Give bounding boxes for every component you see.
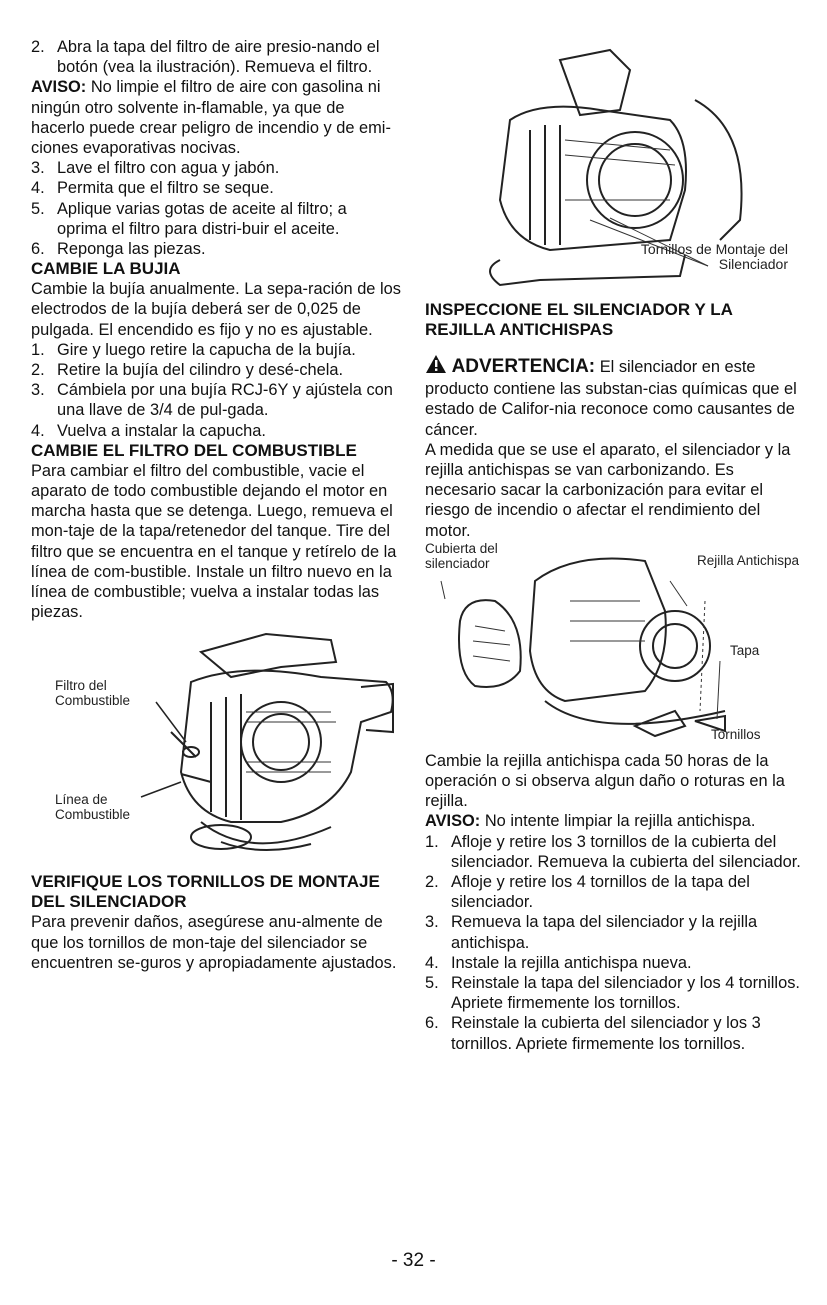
- spark-plug-heading: CAMBIE LA BUJIA: [31, 259, 181, 279]
- aviso-notice: AVISO: No limpie el filtro de aire con gasolina ni ningún otro solvente in-flamable, ya que de hacerlo puede crear peligro de incendio y de emi-ciones evaporativas nocivas.: [31, 78, 391, 158]
- spark-plug-step: 1. Gire y luego retire la capucha de la bujía.: [31, 340, 356, 359]
- screen-step: 4. Instale la rejilla antichispa nueva.: [425, 953, 692, 972]
- muffler-bolts-text: Para prevenir daños, asegúrese anu-almente de que los tornillos de mon-taje del silenciador se encuentren se-guros y apropiadamente ajustados.: [31, 913, 397, 972]
- spark-plug-step: 2. Retire la bujía del cilindro y desé-chela.: [31, 361, 344, 380]
- air-filter-step: 6. Reponga las piezas.: [31, 240, 206, 259]
- cap-label: Tapa: [730, 642, 760, 658]
- screen-step: 6. Reinstale la cubierta del silenciador y los 3 tornillos. Apriete firmemente los tornillos.: [425, 1014, 761, 1053]
- muffler-screen-illustration: [425, 541, 805, 751]
- fuel-filter-label: Filtro del Combustible: [55, 678, 131, 709]
- screen-step: 2. Afloje y retire los 4 tornillos de la tapa del silenciador.: [425, 873, 750, 912]
- fuel-filter-illustration: [31, 622, 401, 872]
- screws-label: Tornillos: [711, 726, 761, 742]
- muffler-mount-label: Tornillos de Montaje del Silenciador: [640, 241, 788, 272]
- air-filter-step: 2. Abra la tapa del filtro de aire presio-nando el botón (vea la ilustración). Remueva el filtro.: [31, 38, 380, 77]
- change-screen-text: Cambie la rejilla antichispa cada 50 horas de la operación o si observa algun daño o roturas en la rejilla.: [425, 751, 785, 811]
- air-filter-step: 4. Permita que el filtro se seque.: [31, 179, 274, 198]
- carbon-text: A medida que se use el aparato, el silenciador y la rejilla antichispas se van carbonizando. Es necesario sacar la carbonización para evitar el riesgo de incendio o afectar el rendimiento del motor.: [425, 440, 791, 540]
- inspect-muffler-heading: INSPECCIONE EL SILENCIADOR Y LA REJILLA ANTICHISPAS: [425, 300, 733, 339]
- muffler-mount-illustration: [470, 40, 790, 302]
- page-number: - 32 -: [391, 1250, 436, 1271]
- screen-step: 1. Afloje y retire los 3 tornillos de la cubierta del silenciador. Remueva la cubierta del silenciador.: [425, 832, 801, 871]
- spark-plug-step: 4. Vuelva a instalar la capucha.: [31, 421, 266, 440]
- fuel-filter-text: Para cambiar el filtro del combustible, vacie el aparato de todo combustible dejando el motor en marcha hasta que se detenga. Luego, remueva el mon-taje de la tapa/retenedor del tanque. Tire del filtro que se encuentra en el tanque y retírelo de la línea de com-bustible. Instale un filtro nuevo en la línea de combustible; vuelva a instalar todas las piezas.: [31, 461, 397, 622]
- muffler-cover-label: Cubierta del silenciador: [425, 540, 498, 571]
- spark-plug-intro: Cambie la bujía anualmente. La sepa-ración de los electrodos de la bujía deberá ser de 0,025 de pulgada. El encendido es fijo y no es ajustable.: [31, 280, 401, 339]
- air-filter-step: 5. Aplique varias gotas de aceite al filtro; a oprima el filtro para distri-buir el aceite.: [31, 199, 347, 238]
- aviso-notice-2: AVISO: No intente limpiar la rejilla antichispa.: [425, 812, 756, 831]
- right-column: [425, 300, 805, 1054]
- air-filter-step: 3. Lave el filtro con agua y jabón.: [31, 159, 280, 178]
- warning-icon: [425, 354, 447, 379]
- muffler-bolts-heading: VERIFIQUE LOS TORNILLOS DE MONTAJE DEL SILENCIADOR: [31, 872, 380, 912]
- warning-notice: ADVERTENCIA: El silenciador en este producto contiene las substan-cias químicas que el estado de Califor-nia reconoce como causantes de cáncer.: [425, 356, 797, 439]
- spark-plug-step: 3. Cámbiela por una bujía RCJ-6Y y ajústela con una llave de 3/4 de pul-gada.: [31, 381, 393, 420]
- fuel-line-label: Línea de Combustible: [55, 792, 131, 823]
- fuel-filter-heading: CAMBIE EL FILTRO DEL COMBUSTIBLE: [31, 440, 357, 460]
- left-column: [31, 37, 401, 973]
- screen-step: 3. Remueva la tapa del silenciador y la rejilla antichispa.: [425, 913, 758, 952]
- spark-screen-label: Rejilla Antichispa: [697, 552, 800, 568]
- blower-fuel-illustration: [31, 622, 401, 872]
- screen-step: 5. Reinstale la tapa del silenciador y los 4 tornillos. Apriete firmemente los tornillos.: [425, 974, 800, 1013]
